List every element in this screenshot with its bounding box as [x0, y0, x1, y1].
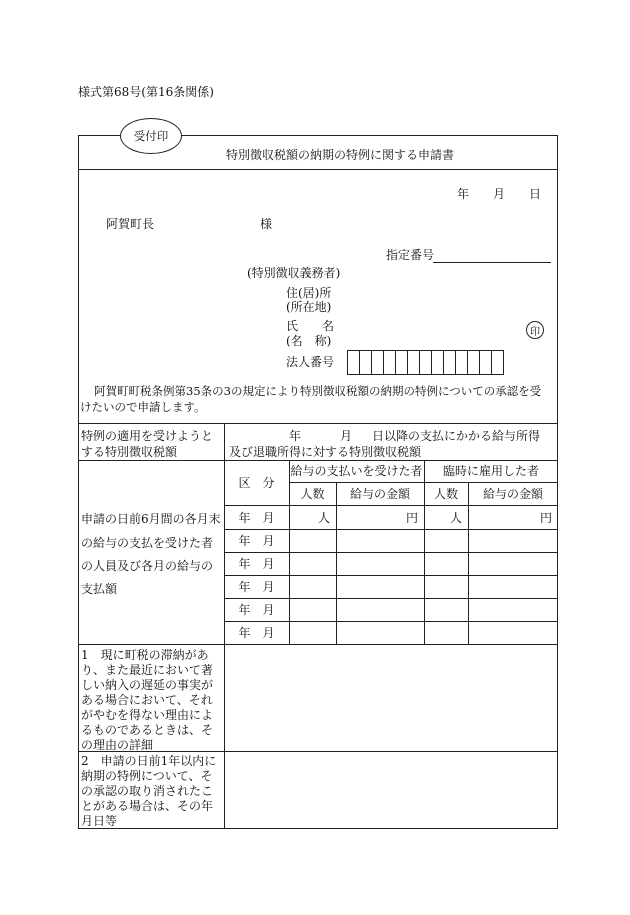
table-line	[224, 621, 558, 622]
table-line	[224, 575, 558, 576]
date-month: 月	[493, 187, 506, 201]
table-line	[224, 505, 558, 506]
left-desc-line: の給与の支払を受けた者	[81, 536, 214, 550]
note1-line: ある場合において、それ	[81, 693, 213, 707]
row-year-month: 年 月	[238, 626, 275, 640]
col-people-2: 人数	[433, 487, 458, 501]
note2-line: 納期の特例について、そ	[81, 769, 213, 783]
name-label: 氏 名	[286, 319, 335, 333]
row-amount-unit: 円	[405, 511, 418, 525]
date-year: 年	[457, 187, 470, 201]
row-people-unit: 人	[449, 511, 462, 525]
form-title: 特別徴収税額の納期の特例に関する申請書	[226, 148, 455, 162]
receipt-stamp	[120, 118, 182, 154]
addressee: 阿賀町長	[106, 217, 155, 231]
note1-line: がやむを得ない理由によ	[81, 708, 214, 722]
note2-line: とがある場合は、その年	[81, 799, 214, 813]
applicable-year: 年	[289, 429, 302, 443]
table-col-line	[336, 482, 337, 644]
table-line	[224, 529, 558, 530]
note2-line: の承認の取り消されたこ	[81, 784, 214, 798]
row-year-month: 年 月	[238, 580, 275, 594]
applicable-tax-label-2: する特別徴収税額	[81, 445, 178, 459]
statement-line-1: 阿賀町町税条例第35条の3の規定により特別徴収税額の納期の特例についての承認を受	[94, 384, 542, 398]
note2-line: 2 申請の日前1年以内に	[81, 754, 217, 768]
table-line	[224, 552, 558, 553]
applicable-desc: 日以降の支払にかかる給与所得	[372, 429, 541, 443]
table-line	[78, 460, 558, 461]
group-paid-header: 給与の支払いを受けた者	[290, 464, 423, 478]
name-sub-label: (名 称)	[286, 334, 332, 348]
applicable-desc-2: 及び退職所得に対する特別徴収税額	[229, 445, 422, 459]
receipt-stamp-label: 受付印	[133, 129, 169, 143]
designation-underline	[433, 262, 551, 263]
note2-line: 月日等	[81, 814, 118, 828]
note1-line: るものであるときは、そ	[81, 723, 214, 737]
address-sub-label: (所在地)	[286, 300, 332, 314]
row-amount-unit: 円	[539, 511, 552, 525]
table-col-line	[468, 482, 469, 644]
row-year-month: 年 月	[238, 603, 275, 617]
applicable-month: 月	[340, 429, 353, 443]
seal-mark	[526, 321, 544, 339]
left-desc-line: 支払額	[81, 582, 118, 596]
note1-line: しい納入の遅延の事実が	[81, 678, 214, 692]
row-year-month: 年 月	[238, 534, 275, 548]
col-amount-2: 給与の金額	[482, 487, 543, 501]
row-year-month: 年 月	[238, 511, 275, 525]
left-desc-line: 申請の日前6月間の各月末	[81, 512, 221, 526]
table-top-line	[78, 423, 558, 424]
digit-box[interactable]	[491, 350, 504, 375]
kubun-header: 区 分	[238, 476, 275, 490]
form-number: 様式第68号(第16条関係)	[78, 85, 214, 99]
note1-line: 1 現に町税の滞納があ	[81, 648, 209, 662]
applicable-tax-label: 特例の適用を受けようと	[81, 429, 214, 443]
table-line	[78, 644, 558, 645]
honorific: 様	[260, 217, 273, 231]
col-amount-1: 給与の金額	[349, 487, 410, 501]
col-people-1: 人数	[300, 487, 325, 501]
seal-label: 印	[530, 326, 540, 338]
date-day: 日	[529, 187, 542, 201]
row-people-unit: 人	[317, 511, 330, 525]
corp-number-boxes[interactable]	[348, 350, 504, 375]
left-desc-line: の人員及び各月の給与の	[81, 559, 214, 573]
group-temp-header: 臨時に雇用した者	[442, 464, 539, 478]
corp-number-label: 法人番号	[286, 355, 335, 369]
statement-line-2: けたいので申請します。	[80, 400, 206, 414]
title-divider	[78, 169, 558, 170]
obligor-label: (特別徴収義務者)	[247, 266, 341, 280]
table-line	[224, 598, 558, 599]
row-year-month: 年 月	[238, 557, 275, 571]
note1-line: り、また最近において著	[81, 663, 214, 677]
address-label: 住(居)所	[286, 286, 332, 300]
note1-line: の理由の詳細	[81, 738, 154, 752]
designation-label: 指定番号	[386, 248, 435, 262]
